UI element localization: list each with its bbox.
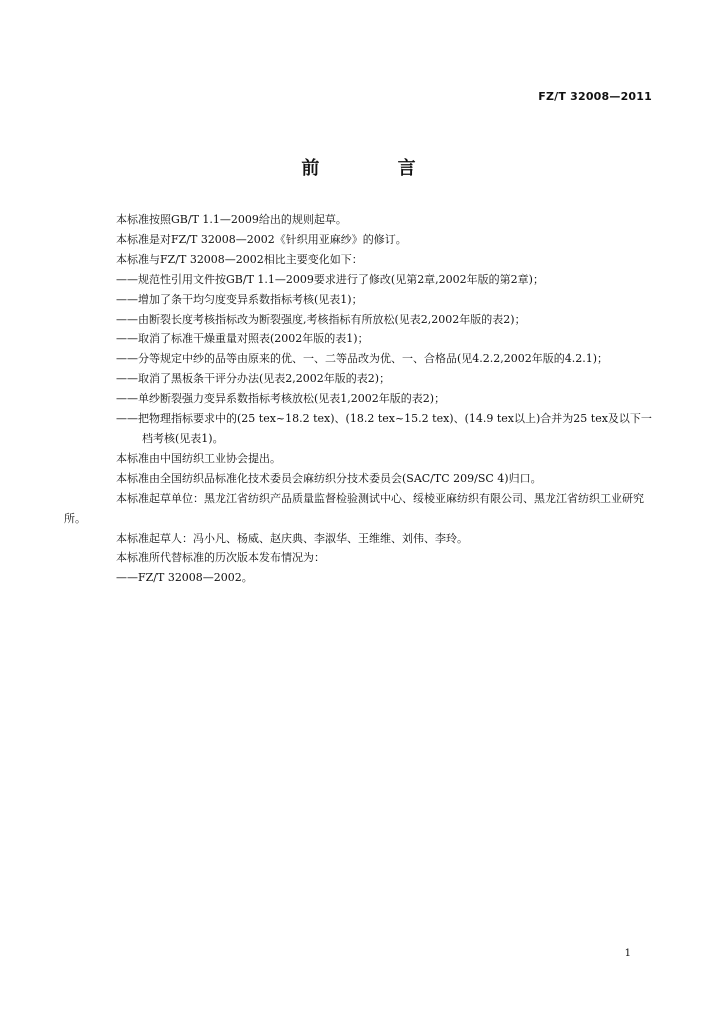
standard-number: FZ/T 32008—2011 <box>538 90 652 103</box>
change-item: ——由断裂长度考核指标改为断裂强度,考核指标有所放松(见表2,2002年版的表2)； <box>116 312 526 326</box>
paragraph-previous-editions: 本标准所代替标准的历次版本发布情况为： <box>116 551 325 565</box>
change-item: ——增加了条干均匀度变异系数指标考核(见表1)； <box>116 292 363 306</box>
change-item: ——单纱断裂强力变异系数指标考核放松(见表1,2002年版的表2)； <box>116 392 446 406</box>
foreword-body <box>64 210 656 588</box>
paragraph-drafting-rules: 本标准按照GB/T 1.1—2009给出的规则起草。 <box>116 213 347 226</box>
change-item: ——规范性引用文件按GB/T 1.1—2009要求进行了修改(见第2章,2002年版的第2章)； <box>116 272 544 286</box>
change-item: ——把物理指标要求中的(25 tex~18.2 tex)、(18.2 tex~15.2 tex)、(14.9 tex以上)合并为25 tex及以下一档考核(见表1)。 <box>116 412 652 445</box>
page-number: 1 <box>624 948 631 959</box>
change-item: ——取消了标准干燥重量对照表(2002年版的表1)； <box>116 332 369 346</box>
paragraph-main-changes: 本标准与FZ/T 32008—2002相比主要变化如下： <box>116 252 363 266</box>
paragraph-under-jurisdiction: 本标准由全国纺织品标准化技术委员会麻纺织分技术委员会(SAC/TC 209/SC 4)归口。 <box>116 471 542 485</box>
paragraph-drafting-units: 本标准起草单位：黑龙江省纺织产品质量监督检验测试中心、绥棱亚麻纺织有限公司、黑龙江省纺织工业研究所。 <box>64 491 644 525</box>
page-title: 前 言 <box>301 158 452 179</box>
change-item: ——取消了黑板条干评分办法(见表2,2002年版的表2)； <box>116 372 391 386</box>
paragraph-proposed-by: 本标准由中国纺织工业协会提出。 <box>116 451 281 465</box>
change-item: ——分等规定中纱的品等由原来的优、一、二等品改为优、一、合格品(见4.2.2,2002年版的4.2.1)； <box>116 352 609 366</box>
paragraph-revision-of: 本标准是对FZ/T 32008—2002《针织用亚麻纱》的修订。 <box>116 232 407 246</box>
previous-edition-item: ——FZ/T 32008—2002。 <box>116 571 253 585</box>
paragraph-drafters: 本标准起草人：冯小凡、杨威、赵庆典、李淑华、王维维、刘伟、李玲。 <box>116 531 468 545</box>
